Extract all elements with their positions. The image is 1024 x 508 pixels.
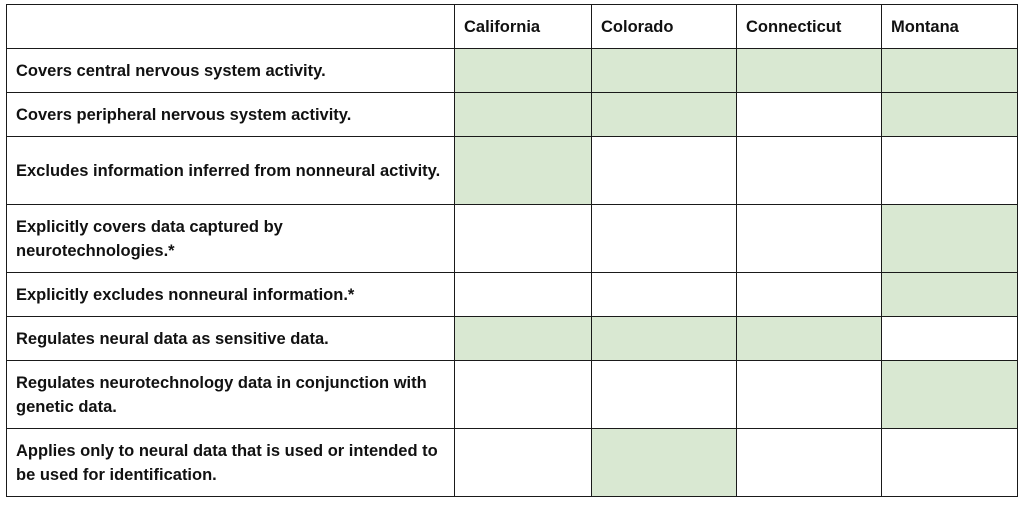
cell-california xyxy=(455,205,592,273)
cell-montana xyxy=(882,429,1018,497)
cell-connecticut xyxy=(737,317,882,361)
table-row xyxy=(7,49,1018,93)
table-row xyxy=(7,361,1018,429)
table-row xyxy=(7,273,1018,317)
cell-montana xyxy=(882,49,1018,93)
comparison-table-container xyxy=(6,4,1018,497)
column-header-connecticut: Connecticut xyxy=(737,5,882,49)
row-label: Regulates neural data as sensitive data. xyxy=(7,317,455,361)
row-label: Explicitly covers data captured by neurotechnologies.* xyxy=(7,205,455,273)
cell-california xyxy=(455,137,592,205)
cell-california xyxy=(455,361,592,429)
cell-colorado xyxy=(592,49,737,93)
cell-colorado xyxy=(592,273,737,317)
table-row xyxy=(7,317,1018,361)
neural-data-law-comparison-table xyxy=(6,4,1018,497)
cell-connecticut xyxy=(737,49,882,93)
column-header-montana: Montana xyxy=(882,5,1018,49)
row-label: Regulates neurotechnology data in conjunction with genetic data. xyxy=(7,361,455,429)
cell-connecticut xyxy=(737,361,882,429)
header-corner-cell xyxy=(7,5,455,49)
column-header-california: California xyxy=(455,5,592,49)
cell-connecticut xyxy=(737,429,882,497)
row-label: Applies only to neural data that is used or intended to be used for identification. xyxy=(7,429,455,497)
table-row xyxy=(7,93,1018,137)
header-row xyxy=(7,5,1018,49)
cell-california xyxy=(455,273,592,317)
cell-california xyxy=(455,93,592,137)
cell-montana xyxy=(882,361,1018,429)
cell-montana xyxy=(882,137,1018,205)
table-row xyxy=(7,137,1018,205)
row-label: Explicitly excludes nonneural information.* xyxy=(7,273,455,317)
cell-california xyxy=(455,429,592,497)
cell-connecticut xyxy=(737,205,882,273)
cell-montana xyxy=(882,93,1018,137)
cell-montana xyxy=(882,205,1018,273)
cell-connecticut xyxy=(737,93,882,137)
table-row xyxy=(7,429,1018,497)
row-label: Covers peripheral nervous system activity. xyxy=(7,93,455,137)
cell-connecticut xyxy=(737,137,882,205)
cell-colorado xyxy=(592,429,737,497)
cell-connecticut xyxy=(737,273,882,317)
cell-montana xyxy=(882,317,1018,361)
row-label: Covers central nervous system activity. xyxy=(7,49,455,93)
column-header-colorado: Colorado xyxy=(592,5,737,49)
cell-california xyxy=(455,49,592,93)
table-row xyxy=(7,205,1018,273)
cell-colorado xyxy=(592,361,737,429)
cell-colorado xyxy=(592,205,737,273)
cell-colorado xyxy=(592,317,737,361)
cell-colorado xyxy=(592,93,737,137)
cell-montana xyxy=(882,273,1018,317)
cell-california xyxy=(455,317,592,361)
cell-colorado xyxy=(592,137,737,205)
row-label: Excludes information inferred from nonneural activity. xyxy=(7,137,455,205)
